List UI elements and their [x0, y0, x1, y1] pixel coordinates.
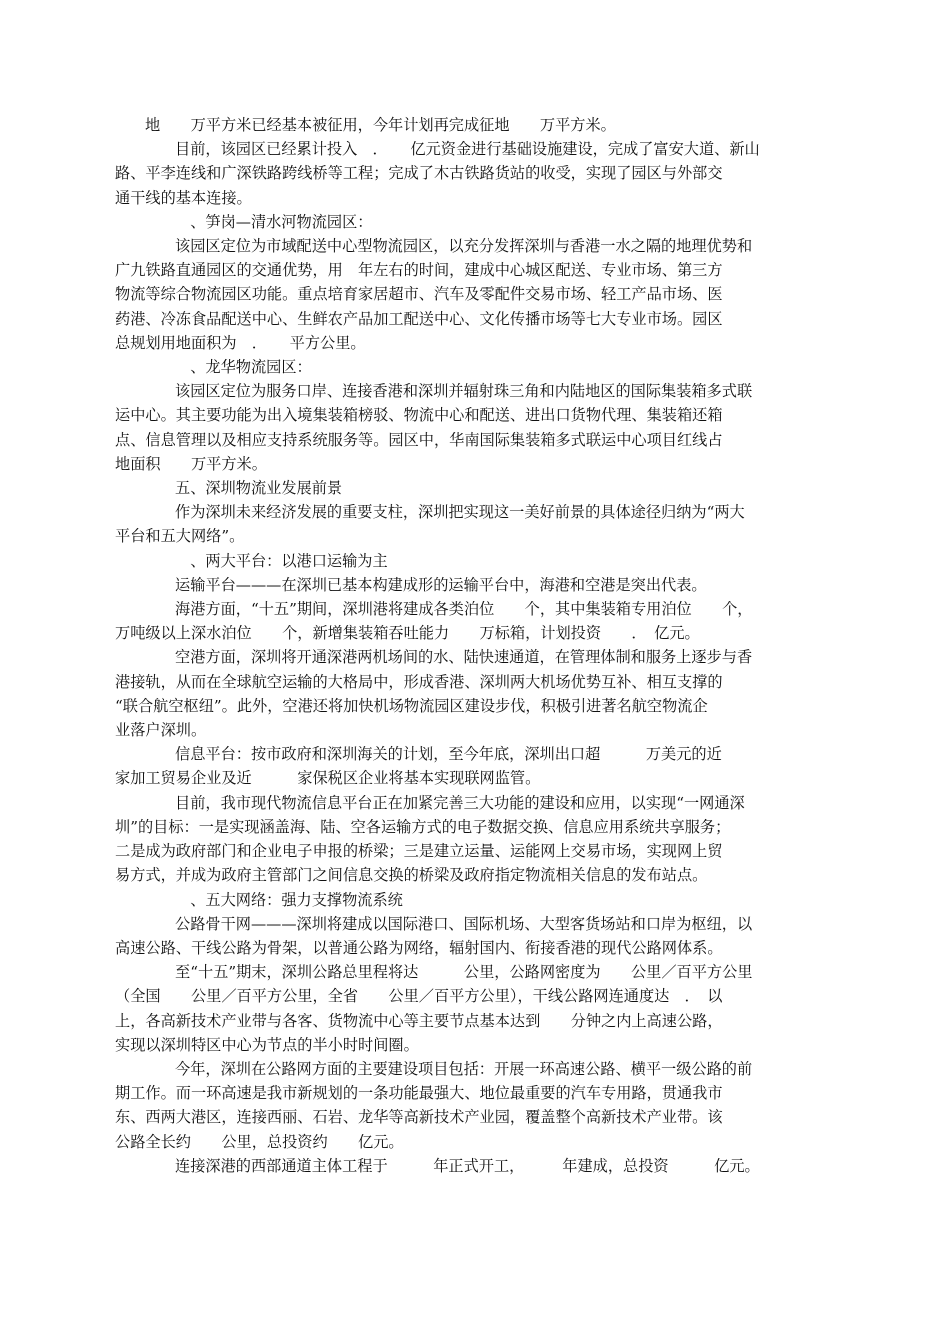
text-line: 点、信息管理以及相应支持系统服务等。园区中，华南国际集装箱多式联运中心项目红线占: [115, 430, 723, 449]
text-line: 港接轨，从而在全球航空运输的大格局中，形成香港、深圳两大机场优势互补、相互支撑的: [115, 672, 723, 691]
text-line: 圳”的目标：一是实现涵盖海、陆、空各运输方式的电子数据交换、信息应用系统共享服务；: [115, 817, 731, 836]
text-line: “联合航空枢纽”。此外，空港还将加快机场物流园区建设步伐，积极引进著名航空物流企: [115, 696, 708, 715]
text-line: 上，各高新技术产业带与各客、货物流中心等主要节点基本达到 分钟之内上高速公路，: [115, 1011, 723, 1030]
text-line: 、笋岗—清水河物流园区：: [175, 212, 373, 231]
section-heading-five-networks: [145, 888, 815, 912]
text-line: 地面积 万平方米。: [115, 454, 267, 473]
text-line: 业落户深圳。: [115, 721, 207, 740]
paragraph-info-current: [115, 791, 815, 888]
text-line: 路、平李连线和广深铁路跨线桥等工程；完成了木古铁路货站的收受，实现了园区与外部交: [115, 164, 723, 183]
paragraph-1: [145, 113, 815, 137]
text-line: 药港、冷冻食品配送中心、生鲜农产品加工配送中心、文化传播市场等七大专业市场。园区: [115, 309, 723, 328]
text-line: 家加工贸易企业及近 家保税区企业将基本实现联网监管。: [115, 769, 541, 788]
section-heading-five: [145, 476, 815, 500]
text-line: 易方式，并成为政府主管部门之间信息交换的桥梁及政府指定物流相关信息的发布站点。: [115, 866, 708, 885]
text-line: 总规划用地面积为 ． 平方公里。: [115, 333, 366, 352]
paragraph-2: [115, 137, 815, 210]
text-line: 二是成为政府部门和企业电子申报的桥梁；三是建立运量、运能网上交易市场，实现网上贸: [115, 842, 723, 861]
paragraph-western-corridor: [145, 1154, 815, 1178]
text-line: 广九铁路直通园区的交通优势，用 年左右的时间，建成中心城区配送、专业市场、第三方: [115, 261, 723, 280]
section-heading-longhua: [145, 355, 815, 379]
paragraph-seaport: [115, 597, 815, 645]
text-line: 目前，我市现代物流信息平台正在加紧完善三大功能的建设和应用，以实现“一网通深: [175, 793, 745, 812]
text-line: 实现以深圳特区中心为节点的半小时时间圈。: [115, 1035, 419, 1054]
text-line: 地 万平方米已经基本被征用，今年计划再完成征地 万平方米。: [145, 116, 616, 134]
text-line: 运输平台———在深圳已基本构建成形的运输平台中，海港和空港是突出代表。: [175, 575, 707, 594]
paragraph-highway: [115, 912, 815, 960]
text-line: 万吨级以上深水泊位 个，新增集装箱吞吐能力 万标箱，计划投资 ． 亿元。: [115, 624, 700, 643]
paragraph-transport: [145, 573, 815, 597]
section-heading-sungang: [145, 210, 815, 234]
section-heading-two-platforms: [145, 549, 815, 573]
text-line: 公路骨干网———深圳将建成以国际港口、国际机场、大型客货场站和口岸为枢纽，以: [175, 914, 753, 933]
text-line: 海港方面，“十五”期间，深圳港将建成各类泊位 个，其中集装箱专用泊位 个，: [175, 600, 753, 619]
text-line: 、两大平台：以港口运输为主: [175, 551, 388, 570]
text-line: 期工作。而一环高速是我市新规划的一条功能最强大、地位最重要的汽车专用路，贯通我市: [115, 1084, 723, 1103]
text-line: 连接深港的西部通道主体工程于 年正式开工， 年建成，总投资 亿元。: [175, 1156, 760, 1175]
text-line: 该园区定位为市域配送中心型物流园区，以充分发挥深圳与香港一水之隔的地理优势和: [175, 237, 753, 256]
paragraph-longhua: [115, 379, 815, 476]
text-line: 、龙华物流园区：: [175, 358, 312, 377]
text-line: 至“十五”期末，深圳公路总里程将达 公里，公路网密度为 公里／百平方公里: [175, 963, 753, 982]
text-line: 平台和五大网络”。: [115, 527, 245, 546]
text-line: 、五大网络：强力支撑物流系统: [175, 890, 403, 909]
paragraph-sungang: [115, 234, 815, 355]
paragraph-highway-stats: [115, 960, 815, 1057]
text-line: 公路全长约 公里，总投资约 亿元。: [115, 1132, 404, 1151]
text-line: 东、西两大港区，连接西丽、石岩、龙华等高新技术产业园，覆盖整个高新技术产业带。该: [115, 1108, 723, 1127]
text-line: 物流等综合物流园区功能。重点培育家居超市、汽车及零配件交易市场、轻工产品市场、医: [115, 285, 723, 304]
text-line: 空港方面，深圳将开通深港两机场间的水、陆快速通道，在管理体制和服务上逐步与香: [175, 648, 753, 667]
paragraph-prospect: [115, 500, 815, 548]
text-line: （全国 公里／百平方公里，全省 公里／百平方公里），干线公路网连通度达 ． 以: [115, 987, 723, 1006]
text-line: 高速公路、干线公路为骨架，以普通公路为网络，辐射国内、衔接香港的现代公路网体系。: [115, 938, 723, 957]
text-line: 目前，该园区已经累计投入 ． 亿元资金进行基础设施建设，完成了富安大道、新山: [175, 140, 760, 159]
text-line: 通干线的基本连接。: [115, 188, 252, 207]
paragraph-info-platform: [115, 742, 815, 790]
paragraph-airport: [115, 645, 815, 742]
text-line: 该园区定位为服务口岸、连接香港和深圳并辐射珠三角和内陆地区的国际集装箱多式联: [175, 382, 753, 401]
text-line: 信息平台：按市政府和深圳海关的计划，至今年底，深圳出口超 万美元的近: [175, 745, 722, 764]
text-line: 运中心。其主要功能为出入境集装箱榜驳、物流中心和配送、进出口货物代理、集装箱还箱: [115, 406, 723, 425]
text-line: 作为深圳未来经济发展的重要支柱，深圳把实现这一美好前景的具体途径归纳为“两大: [175, 503, 745, 522]
document-page: [115, 113, 815, 1178]
paragraph-this-year: [115, 1057, 815, 1154]
text-line: 五、深圳物流业发展前景: [175, 479, 343, 498]
text-line: 今年，深圳在公路网方面的主要建设项目包括：开展一环高速公路、横平一级公路的前: [175, 1059, 753, 1078]
